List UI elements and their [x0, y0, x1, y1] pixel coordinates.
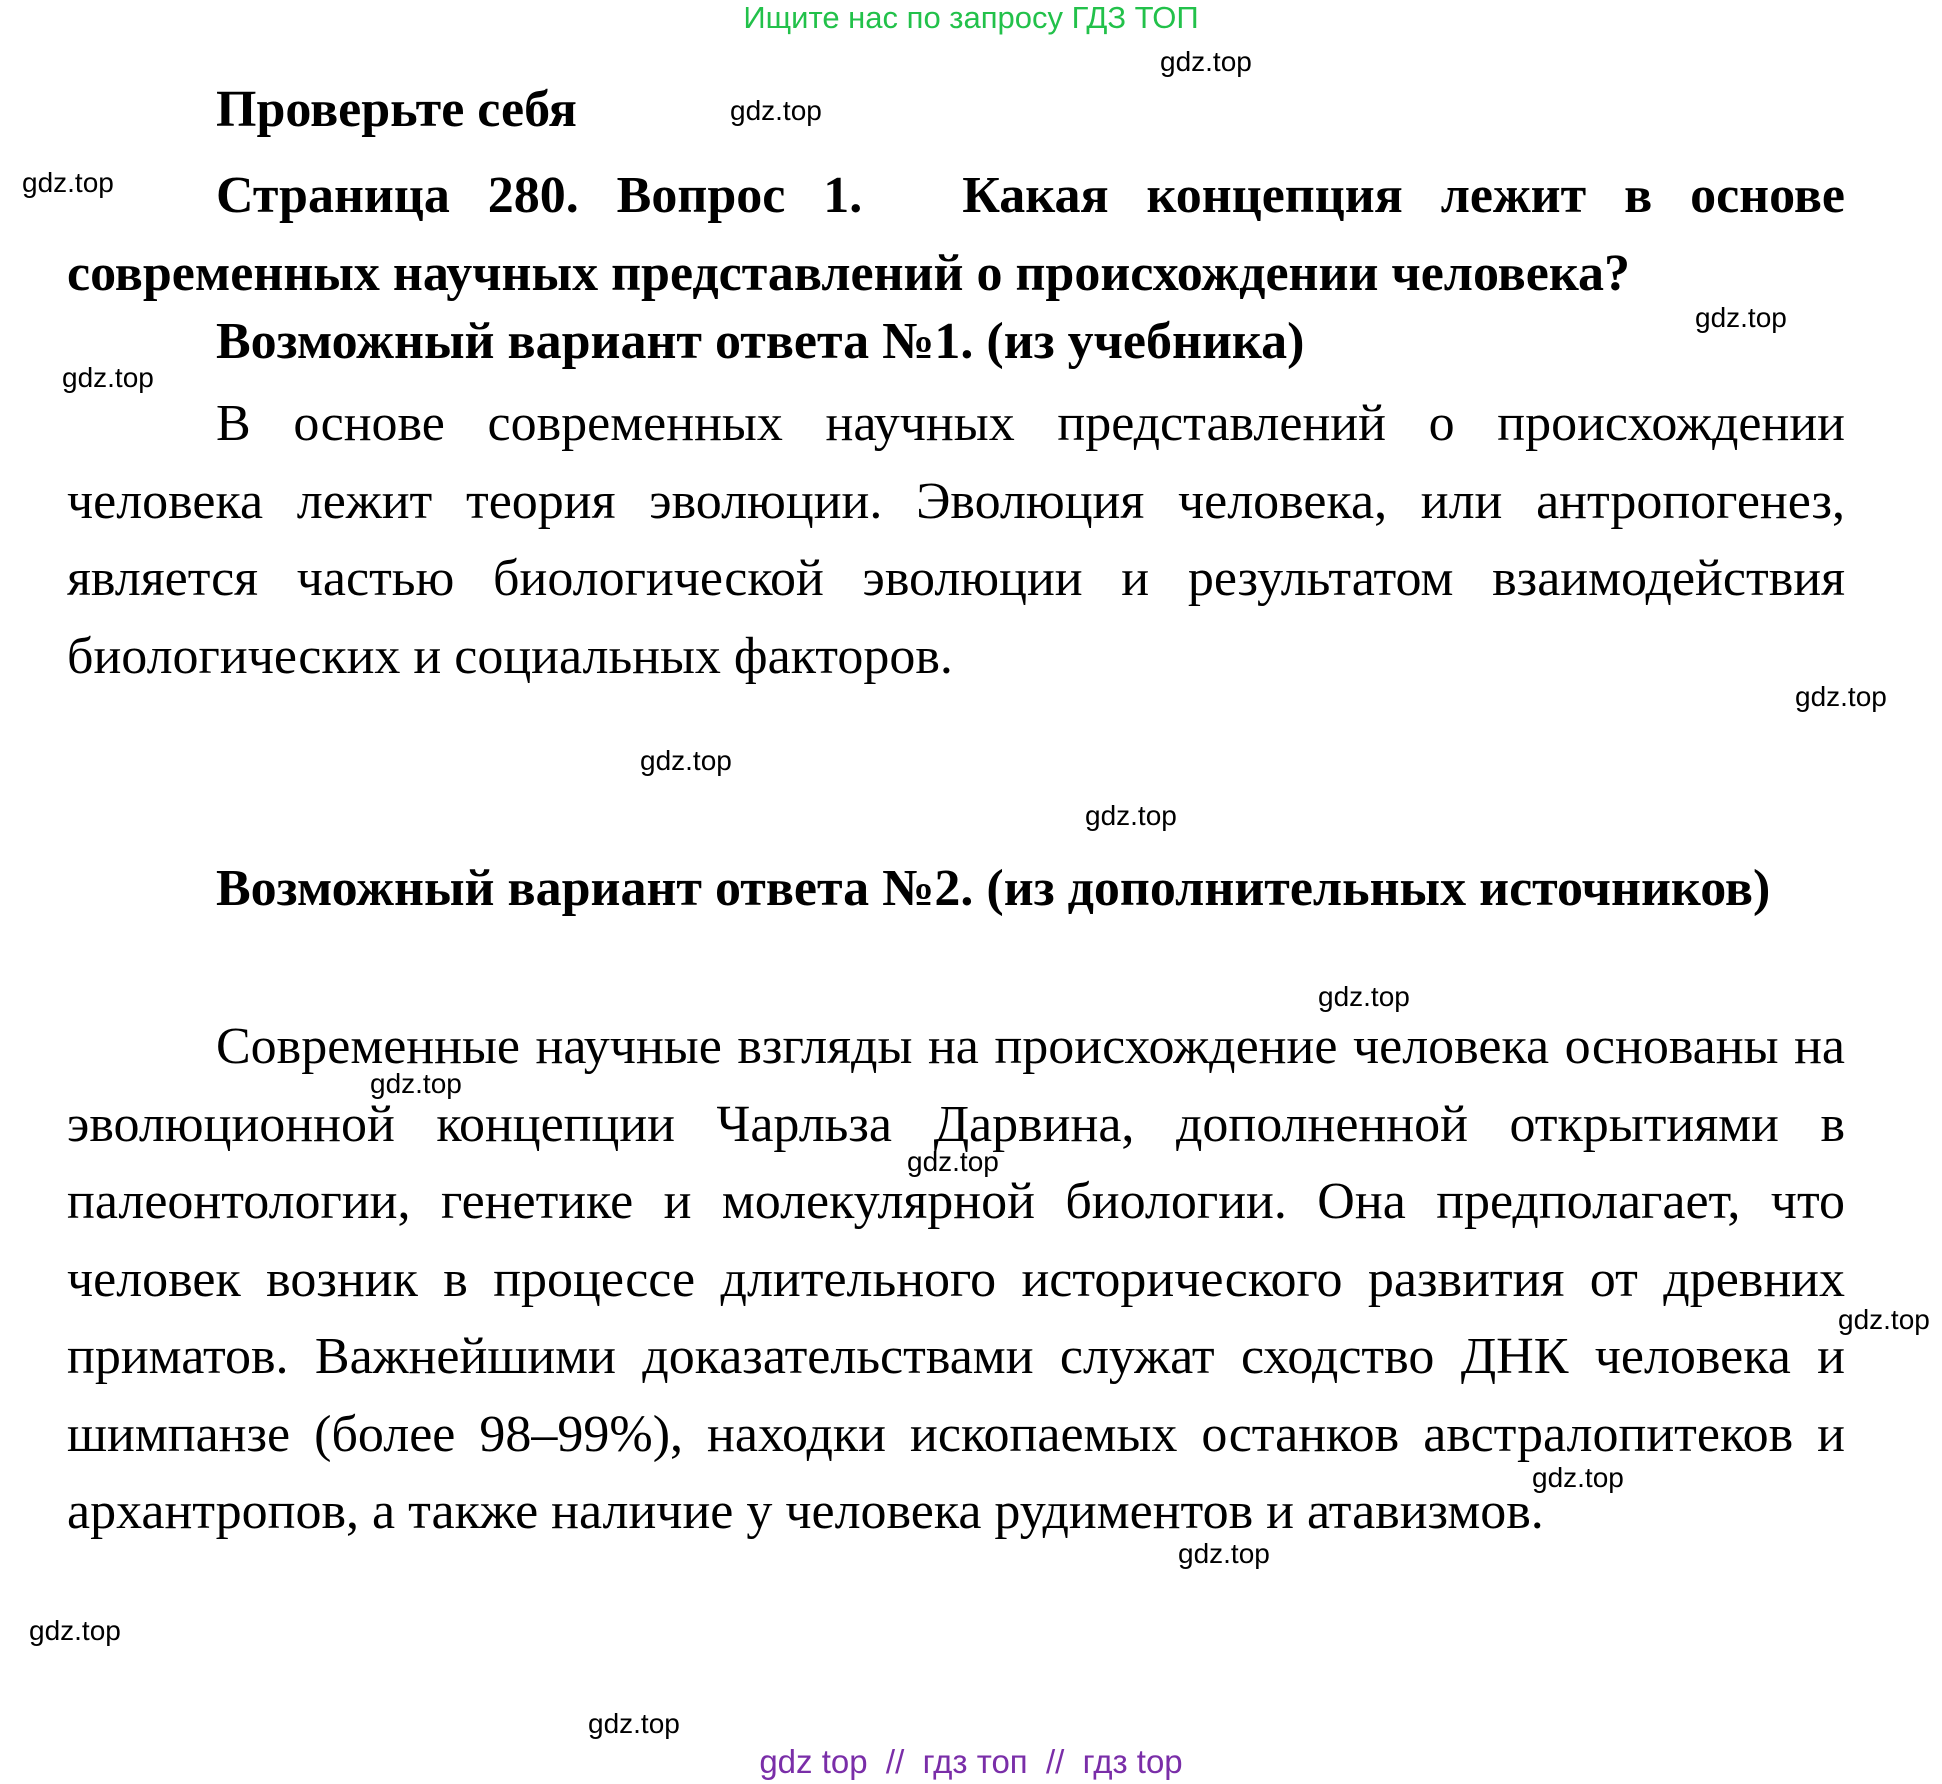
watermark: gdz.top: [1838, 1304, 1930, 1335]
question-block: [67, 157, 1845, 312]
watermark: gdz.top: [29, 1615, 121, 1646]
watermark: gdz.top: [1795, 681, 1887, 712]
watermark: gdz.top: [907, 1146, 999, 1177]
answer1-text: В основе современных научных представлений о происхождении человека лежит теория эволюции. Эволюция человека, или антропогенез, является частью биологической эволюции и результатом взаимодействия биологических и социальных факторов.: [67, 395, 1845, 685]
question-text: Какая концепция лежит в основе современных научных представлений о происхождении человека?: [67, 167, 1845, 302]
watermark: gdz.top: [62, 362, 154, 393]
answer2-text: Современные научные взгляды на происхождение человека основаны на эволюционной концепции Чарльза Дарвина, дополненной открытиями в палеонтологии, генетике и молекулярной биологии. Она предполагает, что человек возник в процессе длительного исторического развития от древних приматов. Важнейшими доказательствами служат сходство ДНК человека и шимпанзе (более 98–99%), находки ископаемых останков австралопитеков и архантропов, а также наличие у человека рудиментов и атавизмов.: [67, 1018, 1845, 1540]
watermark: gdz.top: [730, 95, 822, 126]
watermark: gdz.top: [1695, 302, 1787, 333]
footer-tagline: gdz top // гдз топ // гдз top: [759, 1743, 1183, 1780]
watermark: gdz.top: [1318, 981, 1410, 1012]
watermark: gdz.top: [640, 745, 732, 776]
watermark: gdz.top: [1178, 1538, 1270, 1569]
search-banner: Ищите нас по запросу ГДЗ ТОП: [743, 0, 1199, 35]
watermark: gdz.top: [1160, 46, 1252, 77]
question-label: Страница 280. Вопрос 1.: [216, 167, 863, 224]
watermark: gdz.top: [1532, 1462, 1624, 1493]
watermark: gdz.top: [22, 167, 114, 198]
watermark: gdz.top: [370, 1068, 462, 1099]
answer1-title: Возможный вариант ответа №1. (из учебника): [216, 313, 1305, 370]
section-heading: Проверьте себя: [216, 81, 577, 138]
watermark: gdz.top: [1085, 800, 1177, 831]
answer2-title: Возможный вариант ответа №2. (из дополнительных источников): [216, 860, 1771, 917]
watermark: gdz.top: [588, 1708, 680, 1739]
